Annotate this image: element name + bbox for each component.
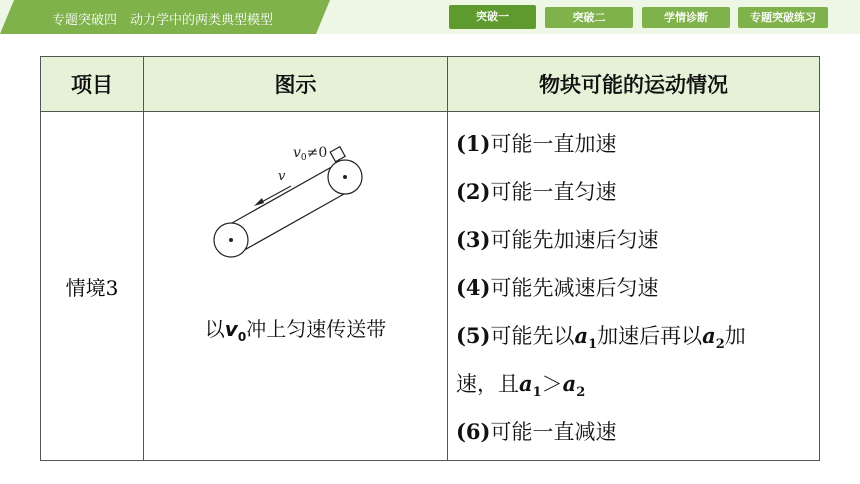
v0-symbol: v — [293, 145, 301, 161]
row-label: 情境3 — [41, 112, 144, 461]
top-bar — [0, 0, 860, 34]
velocity-arrow — [254, 186, 291, 206]
case-3 — [456, 220, 819, 268]
v0-subscript: 0 — [300, 153, 307, 163]
caption-v: v — [224, 317, 238, 341]
case-5-num: (5) — [456, 323, 491, 348]
case-5-text-2: 加速后再以 — [597, 324, 703, 348]
v-label: v — [278, 169, 286, 184]
case-2-text: 可能一直匀速 — [490, 180, 617, 204]
table-row — [41, 112, 820, 461]
case-5-compare: ＞ — [541, 372, 563, 396]
case-1 — [456, 124, 819, 172]
caption-suffix: 冲上匀速传送带 — [246, 317, 387, 341]
case-5-a1-sub-repeat: 1 — [532, 385, 542, 401]
block — [330, 147, 345, 162]
case-5-line-2 — [456, 364, 819, 412]
case-5-a2-sub-repeat: 2 — [576, 385, 586, 401]
caption-sub: 0 — [237, 330, 247, 344]
case-5-text-3: 加 — [724, 324, 746, 348]
case-5-a1-sub: 1 — [588, 337, 598, 353]
case-6 — [456, 412, 819, 460]
case-2 — [456, 172, 819, 220]
chapter-title: 专题突破四 动力学中的两类典型模型 — [52, 13, 274, 28]
nav-button-xueqing[interactable]: 学情诊断 — [642, 7, 730, 28]
case-3-text: 可能先加速后匀速 — [490, 228, 659, 252]
conveyor-diagram — [145, 113, 446, 313]
case-5-a1-repeat: a — [519, 371, 533, 396]
nav-button-tupo2[interactable]: 突破二 — [545, 7, 633, 28]
motion-table — [40, 56, 820, 461]
header-figure: 图示 — [144, 57, 448, 112]
case-5-text-1: 可能先以 — [490, 324, 575, 348]
nav-button-practice[interactable]: 专题突破练习 — [738, 7, 828, 28]
case-6-num: (6) — [456, 419, 491, 444]
header-item: 项目 — [41, 57, 144, 112]
case-5-line-1 — [456, 316, 819, 364]
case-1-num: (1) — [456, 131, 491, 156]
v0-label — [293, 145, 327, 163]
case-5-a2-repeat: a — [562, 371, 577, 396]
header-motion: 物块可能的运动情况 — [448, 57, 820, 112]
case-4-text: 可能先减速后匀速 — [490, 276, 659, 300]
case-3-num: (3) — [456, 227, 491, 252]
case-4-num: (4) — [456, 275, 491, 300]
case-5-a2-sub: 2 — [715, 337, 725, 353]
caption-prefix: 以 — [204, 317, 225, 341]
case-5-a2: a — [702, 323, 716, 348]
table-header-row — [41, 57, 820, 112]
left-pulley — [214, 223, 248, 257]
figure-cell — [144, 112, 448, 461]
case-2-num: (2) — [456, 179, 491, 204]
case-5-a1: a — [574, 323, 589, 348]
figure-caption — [145, 313, 446, 344]
nav-button-tupo1[interactable]: 突破一 — [449, 5, 536, 29]
case-6-text: 可能一直减速 — [490, 420, 617, 444]
case-5-text-4: 速，且 — [456, 372, 519, 396]
case-1-text: 可能一直加速 — [490, 132, 617, 156]
motion-list — [448, 112, 820, 461]
case-4 — [456, 268, 819, 316]
v0-condition: ≠0 — [306, 145, 328, 161]
right-pulley — [328, 160, 362, 194]
conveyor-belt — [232, 160, 344, 257]
